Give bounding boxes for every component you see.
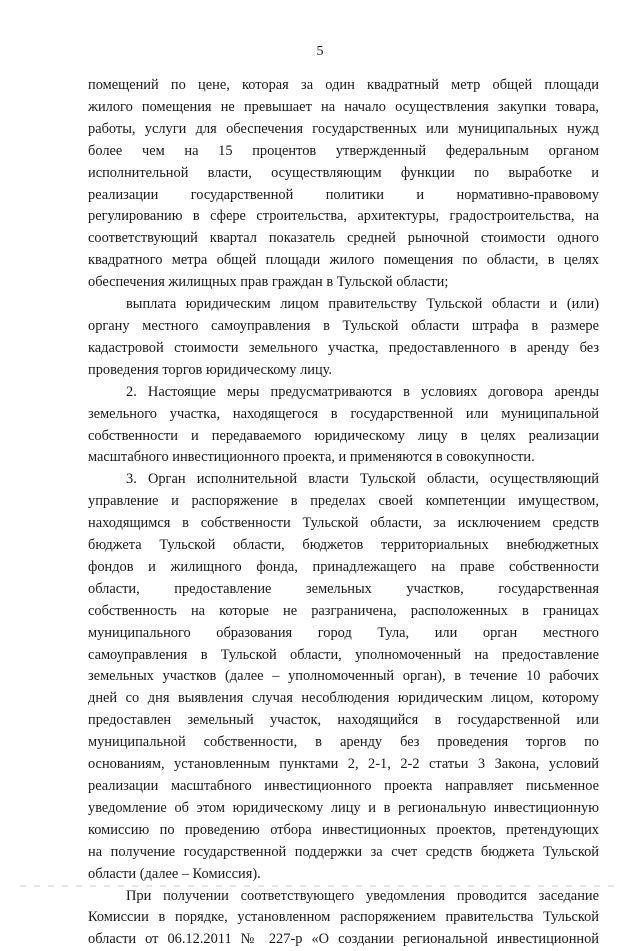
text-line: дней со дня выявления случая несоблюдения юридическим лицом, которому — [88, 690, 599, 707]
text-line: 2. Настоящие меры предусматриваются в условиях договора аренды — [126, 383, 599, 400]
text-line: проведения торгов юридическому лицу. — [88, 361, 333, 378]
text-line: бюджета Тульской области, бюджетов территориальных внебюджетных — [88, 537, 599, 554]
document-body — [88, 75, 599, 951]
text-line: органу местного самоуправления в Тульской области штрафа в размере — [88, 317, 599, 334]
text-line: регулированию в сфере строительства, архитектуры, градостроительства, на — [88, 208, 599, 225]
text-line: на получение государственной поддержки за счет средств бюджета Тульской — [88, 843, 599, 860]
text-line: квадратного метра общей площади жилого помещения по области, в целях — [88, 252, 599, 269]
text-line: При получении соответствующего уведомления проводится заседание — [126, 887, 599, 904]
text-line: Комиссии в порядке, установленном распоряжением правительства Тульской — [88, 909, 599, 926]
text-line: собственности и передаваемого юридическому лицу в целях реализации — [88, 427, 599, 444]
text-line: 3. Орган исполнительной власти Тульской области, осуществляющий — [126, 471, 599, 488]
text-line: области от 06.12.2011 № 227-р «О создании региональной инвестиционной — [88, 931, 599, 948]
text-line: муниципального образования город Тула, или орган местного — [88, 624, 599, 641]
text-line: кадастровой стоимости земельного участка, предоставленного в аренду без — [88, 339, 599, 356]
text-line: земельного участка, находящегося в государственной или муниципальной — [88, 405, 599, 422]
text-line: выплата юридическим лицом правительству Тульской области и (или) — [126, 296, 599, 313]
text-line: находящимся в собственности Тульской области, за исключением средств — [88, 515, 599, 532]
text-line: обеспечения жилищных прав граждан в Тульской области; — [88, 274, 449, 291]
text-line: области, предоставление земельных участков, государственная — [88, 580, 599, 597]
text-line: реализации масштабного инвестиционного проекта направляет письменное — [88, 778, 599, 794]
scan-artifact — [20, 885, 620, 887]
text-line: самоуправления в Тульской области, уполномоченный на предоставление — [88, 646, 599, 663]
text-line: земельных участков (далее – уполномоченный орган), в течение 10 рабочих — [88, 668, 599, 685]
text-line: помещений по цене, которая за один квадратный метр общей площади — [88, 77, 599, 93]
text-line: области (далее – Комиссия). — [88, 865, 261, 882]
text-line: масштабного инвестиционного проекта, и применяются в совокупности. — [88, 449, 535, 466]
text-line: фондов и жилищного фонда, принадлежащего на праве собственности — [88, 558, 599, 575]
page-number: 5 — [316, 44, 324, 59]
text-line: муниципальной собственности, в аренду без проведения торгов по — [88, 734, 599, 751]
text-line: реализации государственной политики и нормативно-правовому — [88, 186, 599, 203]
text-line: исполнительной власти, осуществляющим функции по выработке и — [88, 164, 599, 181]
text-line: комиссию по проведению отбора инвестиционных проектов, претендующих — [88, 821, 599, 838]
text-line: более чем на 15 процентов утвержденный федеральным органом — [88, 142, 599, 159]
text-line: уведомление об этом юридическому лицу и в региональную инвестиционную — [88, 799, 599, 816]
text-line: собственность на которые не разграничена, расположенных в границах — [88, 602, 599, 619]
text-line: управление и распоряжение в пределах своей компетенции имуществом, — [88, 493, 599, 510]
text-line: работы, услуги для обеспечения государственных или муниципальных нужд — [88, 120, 599, 137]
text-line: основаниям, установленным пунктами 2, 2-1, 2-2 статьи 3 Закона, условий — [88, 756, 599, 773]
text-line: жилого помещения не превышает на начало осуществления закупки товара, — [88, 98, 599, 115]
text-line: предоставлен земельный участок, находящийся в государственной или — [88, 712, 599, 729]
text-line: соответствующий квартал показатель средней рыночной стоимости одного — [88, 230, 599, 247]
